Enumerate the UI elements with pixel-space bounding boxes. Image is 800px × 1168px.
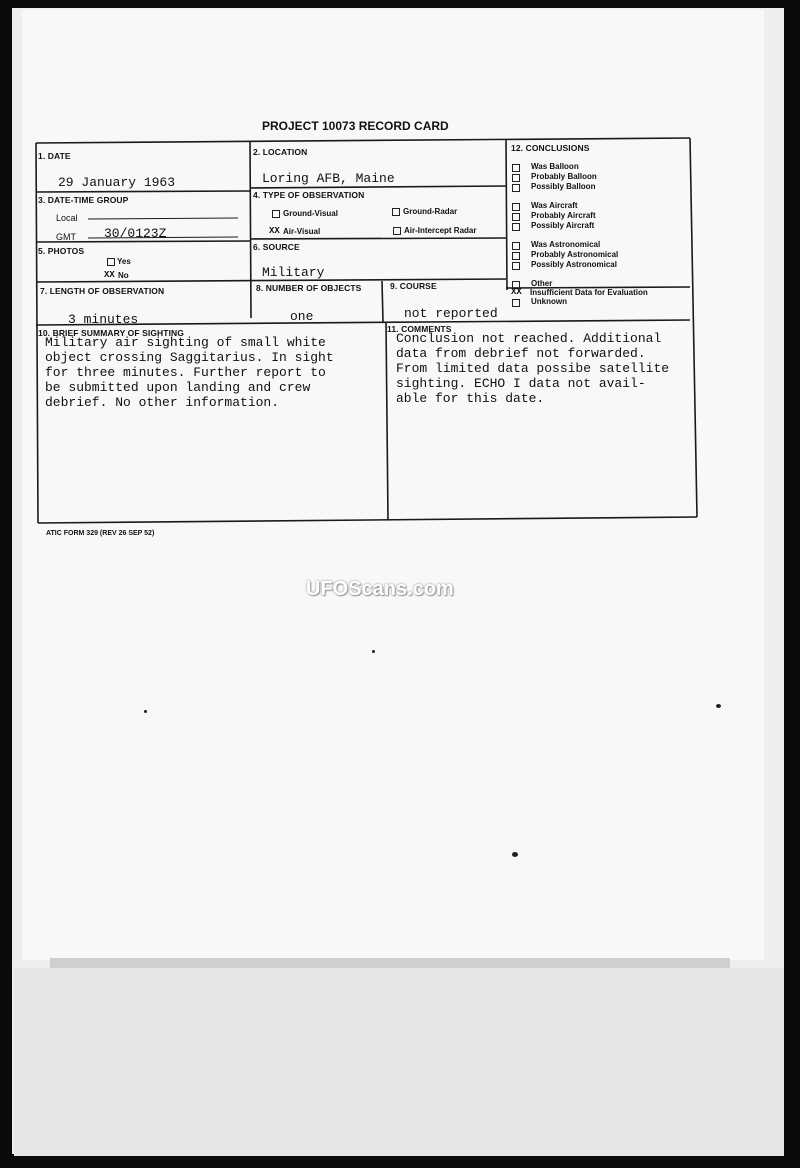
conclusions-label: 12. CONCLUSIONS — [511, 143, 590, 153]
conclusion-option: Was Astronomical — [531, 240, 601, 249]
ground-radar-option: Ground-Radar — [403, 207, 458, 216]
brief-summary-line: object crossing Saggitarius. In sight — [45, 350, 334, 365]
ground-visual-checkbox — [272, 210, 280, 218]
photos-no-check-mark: XX — [104, 270, 115, 280]
conclusion-option: Was Balloon — [531, 162, 579, 171]
card-title: PROJECT 10073 RECORD CARD — [262, 119, 449, 133]
conclusion-checkbox — [512, 174, 520, 182]
comments-line: data from debrief not forwarded. — [396, 346, 646, 361]
conclusion-checkbox — [512, 299, 520, 307]
conclusion-option: Unknown — [531, 297, 567, 306]
brief-summary-line: Military air sighting of small white — [45, 335, 326, 350]
ground-radar-checkbox — [392, 208, 400, 216]
conclusion-option: Possibly Balloon — [531, 182, 596, 191]
gmt-value: 30/0123Z — [104, 226, 167, 241]
gmt-label: GMT — [56, 232, 76, 242]
brief-summary-label: 10. BRIEF SUMMARY OF SIGHTING — [38, 328, 184, 338]
source-value: Military — [262, 265, 325, 280]
length-of-observation-label: 7. LENGTH OF OBSERVATION — [40, 286, 165, 296]
air-visual-check-mark: XX — [269, 226, 280, 236]
scan-speck — [716, 704, 721, 708]
number-of-objects-value: one — [290, 309, 314, 324]
conclusion-option: Probably Aircraft — [531, 211, 596, 220]
date-value: 29 January 1963 — [58, 175, 176, 190]
comments-label: 11. COMMENTS — [387, 324, 452, 334]
photos-label: 5. PHOTOS — [38, 246, 85, 256]
course-value: not reported — [404, 306, 498, 321]
location-label: 2. LOCATION — [253, 147, 308, 157]
scan-speck — [144, 710, 147, 713]
conclusion-option: Other — [531, 279, 553, 288]
watermark: UFOScans.com — [306, 578, 454, 600]
conclusion-checkbox — [512, 203, 520, 211]
photos-yes-checkbox — [107, 258, 115, 266]
comments-line: able for this date. — [396, 391, 545, 406]
length-of-observation-value: 3 minutes — [68, 312, 139, 327]
local-time-label: Local — [56, 213, 78, 223]
conclusion-option: Probably Astronomical — [531, 250, 619, 259]
course-label: 9. COURSE — [390, 281, 437, 291]
date-time-group-label: 3. DATE-TIME GROUP — [38, 195, 129, 205]
conclusion-checkbox — [512, 223, 520, 231]
scan-speck — [512, 852, 518, 857]
location-value: Loring AFB, Maine — [262, 171, 395, 186]
air-intercept-radar-option: Air-Intercept Radar — [404, 226, 477, 235]
brief-summary-line: for three minutes. Further report to — [45, 365, 326, 380]
conclusion-option: Possibly Astronomical — [531, 260, 617, 269]
conclusion-checkbox — [512, 242, 520, 250]
photos-no-option: No — [118, 271, 129, 280]
source-label: 6. SOURCE — [253, 242, 300, 252]
photos-yes-option: Yes — [117, 257, 131, 266]
comments-line: Conclusion not reached. Additional — [396, 331, 662, 346]
type-of-observation-label: 4. TYPE OF OBSERVATION — [253, 190, 365, 200]
conclusion-checkbox — [512, 184, 520, 192]
air-visual-option: Air-Visual — [283, 227, 321, 236]
ground-visual-option: Ground-Visual — [283, 209, 338, 218]
conclusion-option: Possibly Aircraft — [531, 221, 595, 230]
conclusion-option: Insufficient Data for Evaluation — [530, 288, 648, 297]
conclusion-checkbox — [512, 213, 520, 221]
scan-speck — [372, 650, 375, 653]
air-intercept-radar-checkbox — [393, 227, 401, 235]
conclusion-option: Was Aircraft — [531, 201, 578, 210]
conclusion-checkbox — [512, 262, 520, 270]
comments-line: sighting. ECHO I data not avail- — [396, 376, 646, 391]
form-id: ATIC FORM 329 (REV 26 SEP 52) — [46, 530, 155, 537]
conclusion-option: Probably Balloon — [531, 172, 597, 181]
insufficient-data-check-mark: XX — [511, 287, 522, 297]
brief-summary-line: be submitted upon landing and crew — [45, 380, 311, 395]
number-of-objects-label: 8. NUMBER OF OBJECTS — [256, 283, 362, 293]
comments-line: From limited data possibe satellite — [396, 361, 670, 376]
conclusion-checkbox — [512, 164, 520, 172]
brief-summary-line: debrief. No other information. — [45, 395, 280, 410]
conclusion-checkbox — [512, 252, 520, 260]
date-label: 1. DATE — [38, 151, 71, 161]
